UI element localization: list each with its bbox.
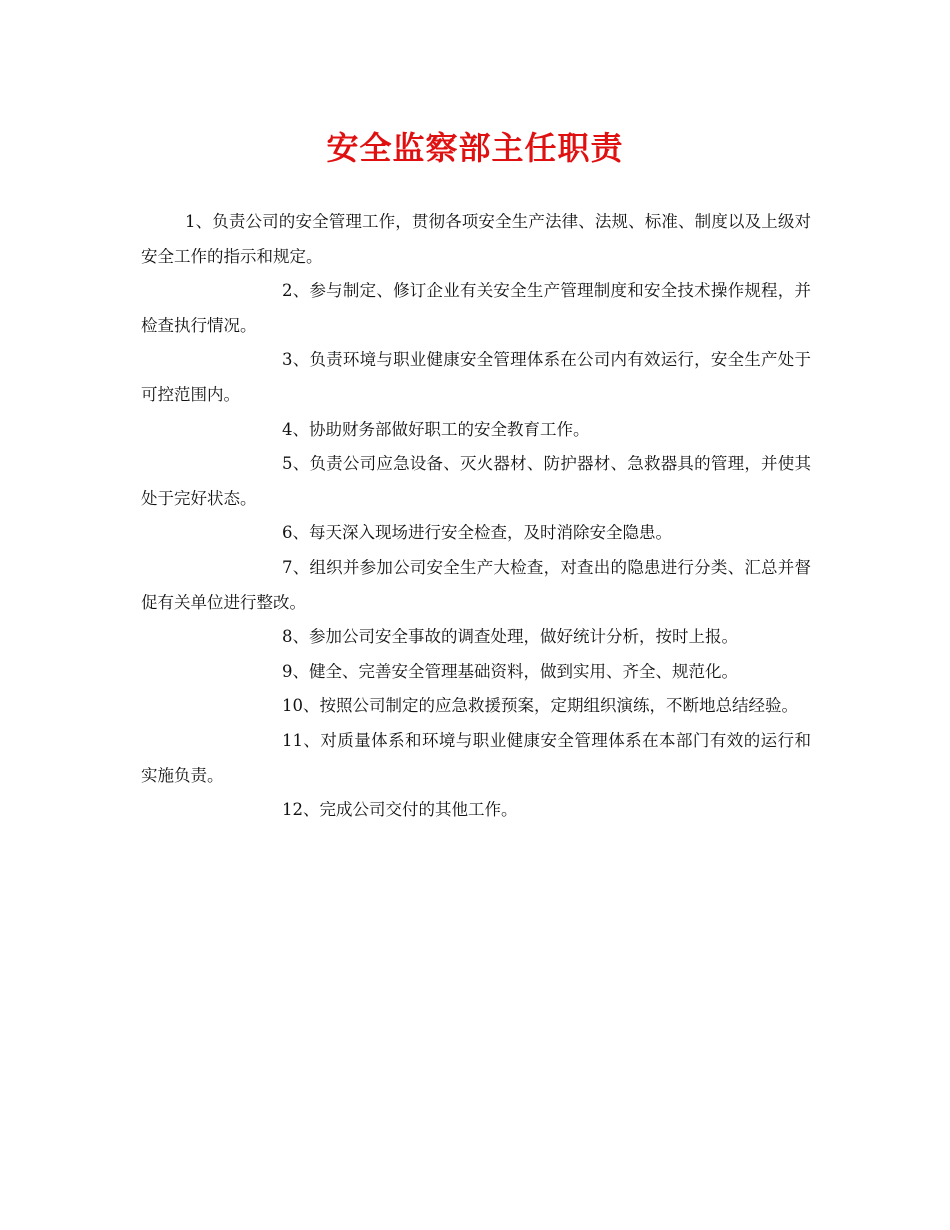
duty-item-4: 4、协助财务部做好职工的安全教育工作。: [282, 419, 590, 439]
duty-item-3: 3、负责环境与职业健康安全管理体系在公司内有效运行，安全生产处于可控范围内。: [141, 350, 811, 404]
duty-item-1: 1、负责公司的安全管理工作，贯彻各项安全生产法律、法规、标准、制度以及上级对安全工作的指示和规定。: [141, 212, 811, 266]
duty-item-8: 8、参加公司安全事故的调查处理，做好统计分析，按时上报。: [282, 627, 738, 647]
duty-item-9: 9、健全、完善安全管理基础资料，做到实用、齐全、规范化。: [282, 661, 738, 681]
duty-item-12: 12、完成公司交付的其他工作。: [282, 800, 518, 820]
duty-item-6: 6、每天深入现场进行安全检查，及时消除安全隐患。: [282, 523, 672, 543]
duty-item-5: 5、负责公司应急设备、灭火器材、防护器材、急救器具的管理，并使其处于完好状态。: [141, 454, 811, 508]
duty-item-2: 2、参与制定、修订企业有关安全生产管理制度和安全技术操作规程，并检查执行情况。: [141, 281, 811, 335]
duty-list: [141, 205, 811, 828]
duty-item-11: 11、对质量体系和环境与职业健康安全管理体系在本部门有效的运行和实施负责。: [141, 730, 811, 785]
document-title: 安全监察部主任职责: [326, 129, 624, 167]
duty-item-10: 10、按照公司制定的应急救援预案，定期组织演练，不断地总结经验。: [282, 696, 798, 716]
duty-item-7: 7、组织并参加公司安全生产大检查，对查出的隐患进行分类、汇总并督促有关单位进行整改。: [141, 557, 811, 612]
